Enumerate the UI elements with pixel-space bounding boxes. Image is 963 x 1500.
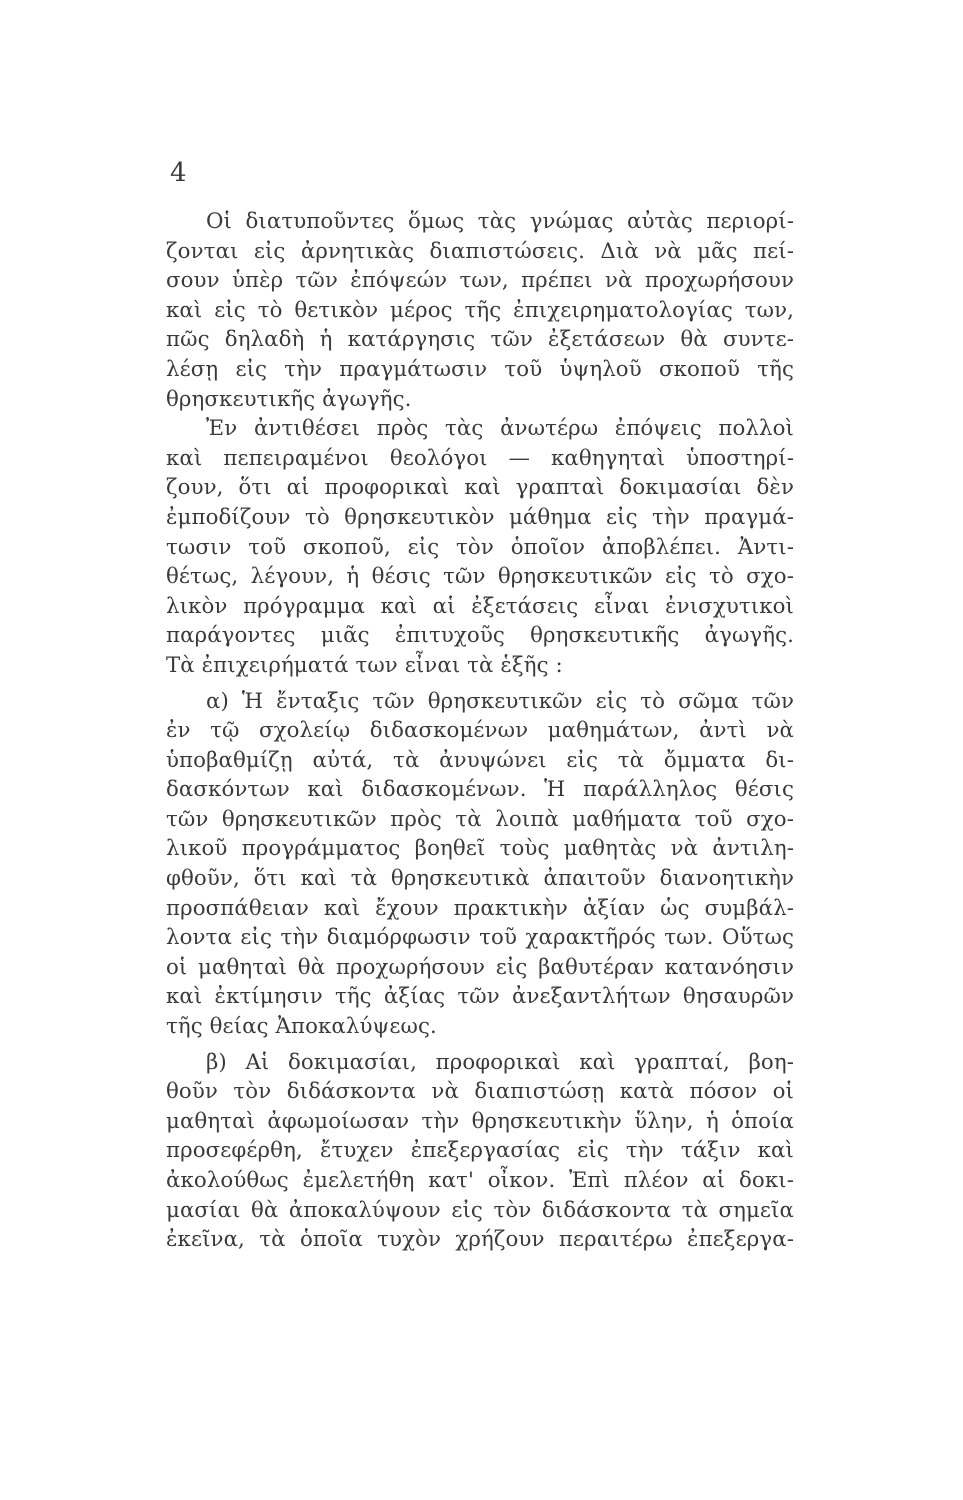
text-line: λέσῃ εἰς τὴν πραγμάτωσιν τοῦ ὑψηλοῦ σκοποῦ τῆς bbox=[166, 356, 794, 382]
text-line: α) Ἡ ἔνταξις τῶν θρησκευτικῶν εἰς τὸ σῶμα τῶν bbox=[206, 688, 794, 714]
text-line: Τὰ ἐπιχειρήματά των εἶναι τὰ ἑξῆς : bbox=[166, 652, 563, 678]
text-line: καὶ ἐκτίμησιν τῆς ἀξίας τῶν ἀνεξαντλήτων θησαυρῶν bbox=[166, 984, 794, 1010]
text-line: λικοῦ προγράμματος βοηθεῖ τοὺς μαθητὰς νὰ ἀντιλη- bbox=[166, 836, 794, 862]
text-line: τῆς θείας Ἀποκαλύψεως. bbox=[166, 1014, 437, 1040]
text-line: ἐμποδίζουν τὸ θρησκευτικὸν μάθημα εἰς τὴν πραγμά- bbox=[166, 504, 794, 530]
text-line: τῶν θρησκευτικῶν πρὸς τὰ λοιπὰ μαθήματα τοῦ σχο- bbox=[166, 806, 794, 832]
text-line: σουν ὑπὲρ τῶν ἐπόψεών των, πρέπει νὰ προχωρήσουν bbox=[166, 268, 794, 294]
text-line: ἀκολούθως ἐμελετήθη κατ' οἶκον. Ἐπὶ πλέον αἱ δοκι- bbox=[166, 1168, 794, 1193]
page-number: 4 bbox=[170, 158, 187, 188]
text-line: θοῦν τὸν διδάσκοντα νὰ διαπιστώσῃ κατὰ πόσον οἱ bbox=[166, 1079, 794, 1105]
text-line: ἐκεῖνα, τὰ ὁποῖα τυχὸν χρήζουν περαιτέρω ἐπεξεργα- bbox=[166, 1227, 794, 1253]
text-line: μαθηταὶ ἀφωμοίωσαν τὴν θρησκευτικὴν ὕλην, ἡ ὁποία bbox=[166, 1108, 794, 1134]
text-line: θρησκευτικῆς ἀγωγῆς. bbox=[166, 386, 412, 412]
paragraph bbox=[166, 414, 794, 680]
text-line: καὶ πεπειραμένοι θεολόγοι — καθηγηταὶ ὑποστηρί- bbox=[166, 445, 794, 471]
text-line: ἐν τῷ σχολείῳ διδασκομένων μαθημάτων, ἀντὶ νὰ bbox=[166, 718, 794, 744]
paragraph bbox=[166, 207, 794, 414]
text-line: λοντα εἰς τὴν διαμόρφωσιν τοῦ χαρακτῆρός των. Οὕτως bbox=[166, 925, 794, 951]
text-line: φθοῦν, ὅτι καὶ τὰ θρησκευτικὰ ἀπαιτοῦν διανοητικὴν bbox=[166, 866, 794, 892]
text-line: Ἐν ἀντιθέσει πρὸς τὰς ἀνωτέρω ἐπόψεις πολλοὶ bbox=[206, 416, 794, 442]
text-line: τωσιν τοῦ σκοποῦ, εἰς τὸν ὁποῖον ἀποβλέπει. Ἀντι- bbox=[166, 534, 794, 560]
text-line: παράγοντες μιᾶς ἐπιτυχοῦς θρησκευτικῆς ἀγωγῆς. bbox=[166, 623, 794, 649]
text-line: ζονται εἰς ἀρνητικὰς διαπιστώσεις. Διὰ νὰ μᾶς πεί- bbox=[166, 238, 794, 264]
paragraph bbox=[166, 1048, 794, 1255]
text-line: ὑποβαθμίζῃ αὐτά, τὰ ἀνυψώνει εἰς τὰ ὄμματα δι- bbox=[166, 747, 794, 773]
text-line: θέτως, λέγουν, ἡ θέσις τῶν θρησκευτικῶν εἰς τὸ σχο- bbox=[166, 564, 794, 590]
paragraph bbox=[166, 687, 794, 1042]
text-line: οἱ μαθηταὶ θὰ προχωρήσουν εἰς βαθυτέραν κατανόησιν bbox=[166, 954, 794, 980]
text-line: πῶς δηλαδὴ ἡ κατάργησις τῶν ἐξετάσεων θὰ συντε- bbox=[166, 327, 794, 353]
text-line: ζουν, ὅτι αἱ προφορικαὶ καὶ γραπταὶ δοκιμασίαι δὲν bbox=[166, 475, 794, 501]
text-line: προσπάθειαν καὶ ἔχουν πρακτικὴν ἀξίαν ὡς συμβάλ- bbox=[166, 895, 794, 921]
text-line: λικὸν πρόγραμμα καὶ αἱ ἐξετάσεις εἶναι ἐνισχυτικοὶ bbox=[166, 593, 794, 619]
text-line: καὶ εἰς τὸ θετικὸν μέρος τῆς ἐπιχειρηματολογίας των, bbox=[166, 297, 794, 323]
text-line: δασκόντων καὶ διδασκομένων. Ἡ παράλληλος θέσις bbox=[166, 777, 794, 803]
text-line: μασίαι θὰ ἀποκαλύψουν εἰς τὸν διδάσκοντα τὰ σημεῖα bbox=[166, 1197, 794, 1223]
text-line: προσεφέρθη, ἔτυχεν ἐπεξεργασίας εἰς τὴν τάξιν καὶ bbox=[166, 1138, 794, 1164]
text-line: Οἱ διατυποῦντες ὅμως τὰς γνώμας αὐτὰς περιορί- bbox=[206, 209, 794, 234]
body-text bbox=[166, 207, 794, 1255]
text-line: β) Αἱ δοκιμασίαι, προφορικαὶ καὶ γραπταί, βοη- bbox=[206, 1049, 794, 1075]
